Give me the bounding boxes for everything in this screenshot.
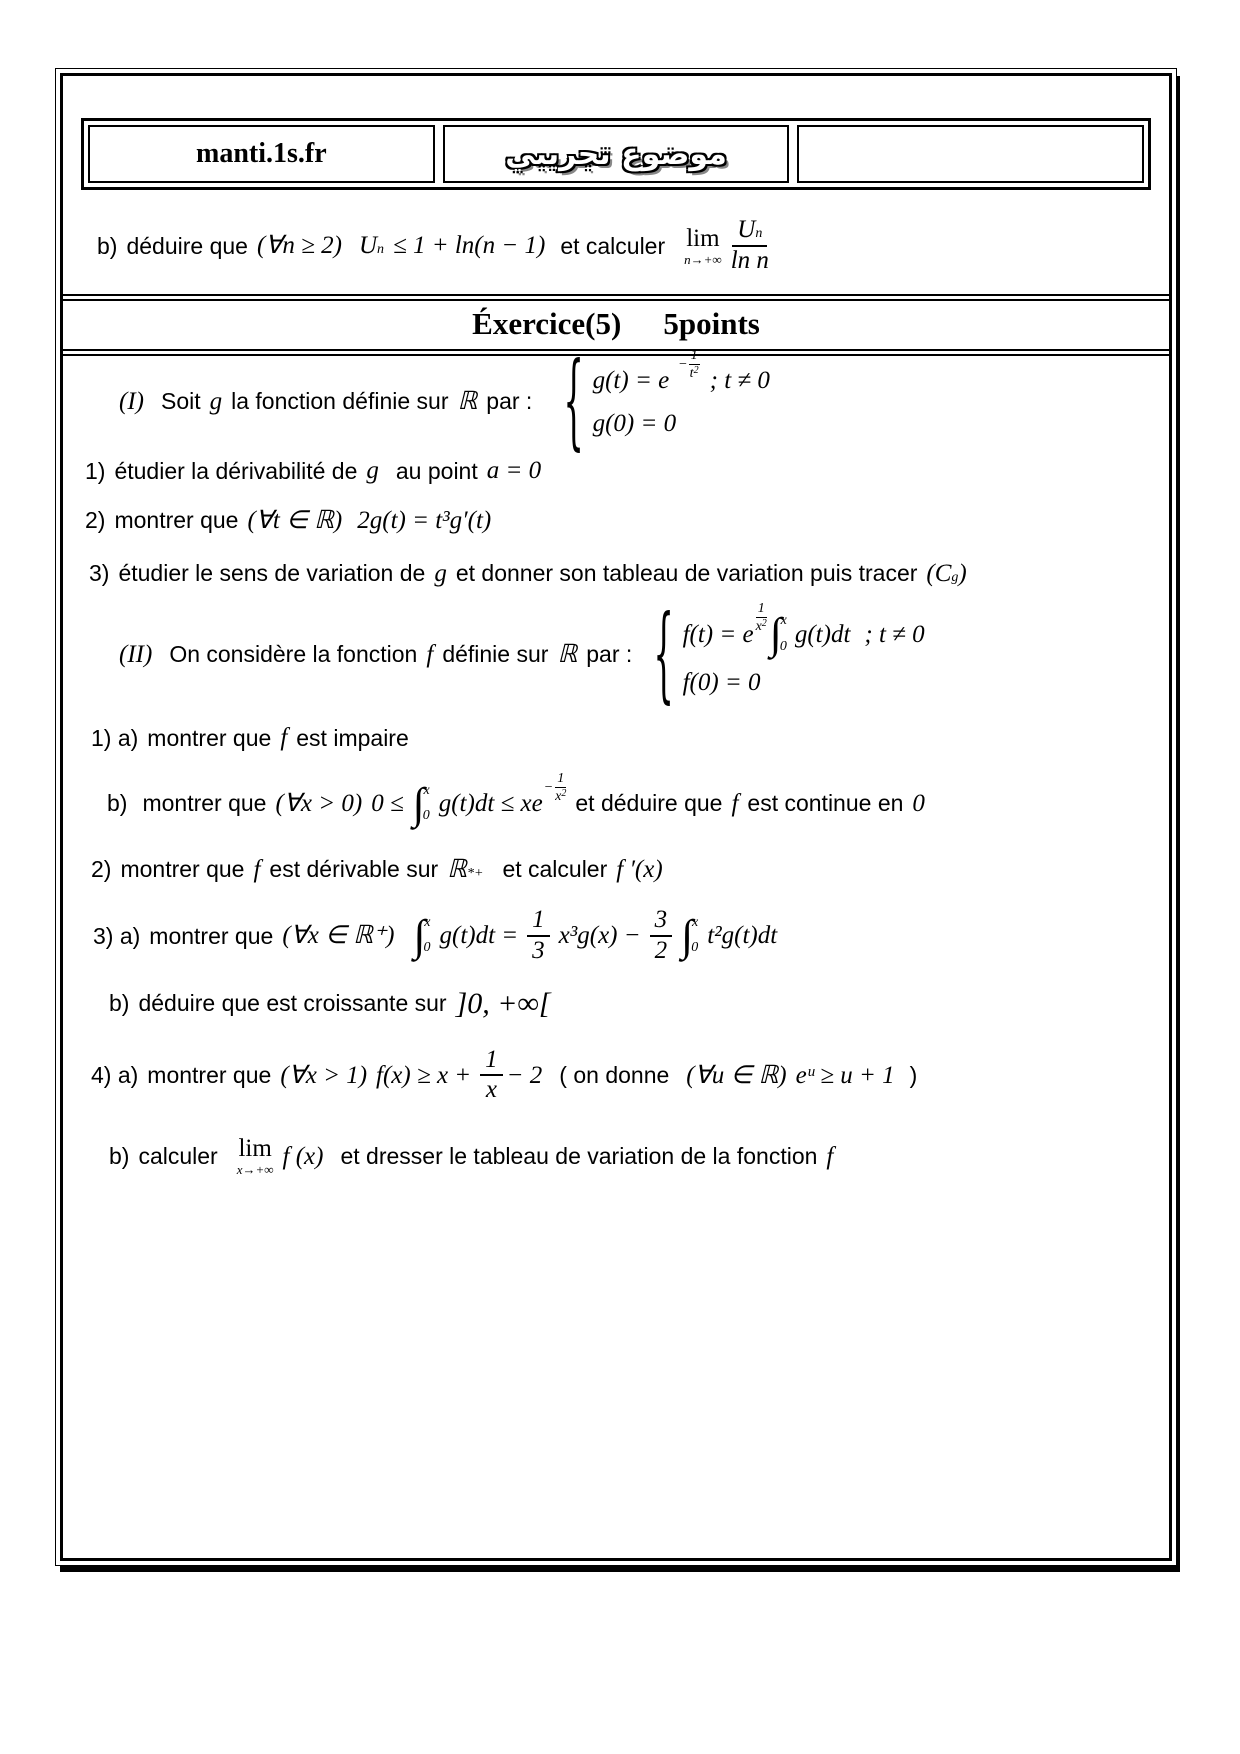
text-run: déduire que bbox=[126, 232, 248, 259]
limit: lim x→+∞ bbox=[236, 1135, 274, 1178]
item-label: b) bbox=[107, 790, 128, 817]
exponent-fraction: − $\frac{1}{x^2}$ bbox=[543, 770, 567, 804]
integral: ∫ x 0 bbox=[412, 778, 430, 828]
case-row: g(0) = 0 bbox=[592, 410, 677, 438]
text-run: et calculer bbox=[560, 232, 666, 259]
header-cell-empty bbox=[797, 125, 1144, 183]
header-cell-site bbox=[88, 125, 435, 183]
horizontal-rule bbox=[63, 294, 1169, 301]
math-fraction: $\frac{3}{2}$ bbox=[650, 906, 673, 966]
case-row: f(0) = 0 bbox=[682, 669, 761, 697]
header-table bbox=[81, 118, 1151, 190]
item-label: b) bbox=[109, 990, 130, 1017]
integral: ∫ x 0 bbox=[681, 911, 699, 961]
cases-brace: { bbox=[563, 339, 585, 461]
item-label: b) bbox=[97, 232, 118, 259]
quantifier: (∀n ≥ 2) bbox=[256, 232, 342, 260]
question-line: 3) étudier le sens de variation de g et donner son tableau de variation puis tracer (C g ) bbox=[89, 558, 1155, 589]
cases-system bbox=[649, 592, 932, 714]
sequence-term: U n bbox=[358, 232, 384, 260]
real-set-symbol: ℝ *+ bbox=[447, 855, 484, 883]
intro-line bbox=[97, 210, 1155, 282]
question-line: b) déduire que est croissante sur ]0, +∞[ bbox=[109, 985, 1155, 1023]
quantifier: (∀x > 0) bbox=[275, 790, 363, 818]
question-line: 1) étudier la dérivabilité de g au point a = 0 bbox=[85, 457, 542, 485]
part1-intro: (I) Soit g la fonction définie sur ℝ par : { g(t) = e − $\frac{1}{t^2}$ ; t ≠ 0 g(0) = 0 bbox=[119, 364, 1155, 439]
site-label: manti.1s.fr bbox=[196, 138, 327, 169]
limit: lim n→+∞ bbox=[684, 225, 722, 267]
limit-expression bbox=[684, 216, 772, 276]
arabic-title: موضوع تجريبي bbox=[505, 136, 727, 172]
item-label: 3) bbox=[89, 560, 110, 587]
question-line: 1) a) montrer que f est impaire bbox=[91, 724, 409, 752]
page-frame bbox=[55, 68, 1177, 1566]
question-line: 2) montrer que (∀t ∈ ℝ) 2g(t) = t³g′(t) bbox=[85, 505, 1155, 536]
question-line: 3) a) montrer que (∀x ∈ ℝ⁺) ∫ x 0 g(t)dt = $\frac{1}{3}$ x³g(x) − $\frac{3}{2}$ ∫ x 0 t²g(t)dt bbox=[93, 906, 778, 964]
quantifier: (∀t ∈ ℝ) bbox=[247, 506, 343, 534]
horizontal-rule bbox=[63, 349, 1169, 356]
quantifier: (∀x > 1) bbox=[280, 1061, 368, 1089]
math-fraction: $\frac{1}{3}$ bbox=[527, 906, 550, 966]
item-label: 1) bbox=[85, 457, 106, 484]
exercise-points: 5points bbox=[663, 306, 760, 341]
question-line: b) calculer lim x→+∞ f (x) et dresser le tableau de variation de la fonction f bbox=[109, 1135, 834, 1178]
exercise-title: Éxercice(5) bbox=[472, 306, 622, 341]
case-row: f(t) = e 1 $x^2$ ∫ x 0 g(t)dt ; t ≠ 0 bbox=[682, 601, 925, 659]
interval: ]0, +∞[ bbox=[455, 986, 551, 1020]
quantifier: (∀x ∈ ℝ⁺) bbox=[282, 922, 395, 950]
case-row: g(t) = e − $\frac{1}{t^2}$ ; t ≠ 0 bbox=[592, 348, 770, 395]
item-label: 2) bbox=[91, 855, 112, 882]
integral: ∫ x 0 bbox=[413, 911, 431, 961]
exponent-fraction: 1 $x^2$ bbox=[755, 601, 767, 635]
header-cell-arabic bbox=[443, 125, 790, 183]
question-line: 2) montrer que f est dérivable sur ℝ *+ et calculer f ′(x) bbox=[91, 854, 1155, 885]
item-label: 2) bbox=[85, 506, 106, 533]
cases-brace: { bbox=[653, 592, 675, 714]
page-frame-inner bbox=[60, 73, 1172, 1561]
item-label: 4) a) bbox=[91, 1062, 139, 1089]
item-label: 3) a) bbox=[93, 922, 141, 949]
quantifier: (∀u ∈ ℝ) bbox=[686, 1061, 787, 1089]
curve-symbol: (C g ) bbox=[926, 559, 967, 587]
exercise-band bbox=[77, 301, 1155, 349]
question-line: b) montrer que (∀x > 0) 0 ≤ ∫ x 0 g(t)dt ≤ xe − $\frac{1}{x^2}$ et déduire que f est continue en 0 bbox=[107, 770, 925, 828]
math-fraction: U n ln n bbox=[730, 216, 769, 274]
integral: ∫ x 0 bbox=[769, 609, 787, 659]
math-fraction: $\frac{1}{x}$ bbox=[480, 1046, 503, 1106]
part-tag: (I) bbox=[119, 388, 144, 416]
part2-intro: (II) On considère la fonction f définie sur ℝ par : { f(t) = e 1 $x^2$ ∫ x 0 g(t)dt ; t ≠ 0 f(0) = 0 bbox=[119, 611, 1155, 698]
part-tag: (II) bbox=[119, 641, 153, 669]
question-line: 4) a) montrer que (∀x > 1) f(x) ≥ x + $\frac{1}{x}$ − 2 ( on donne (∀u ∈ ℝ) eᵘ ≥ u + 1 ) bbox=[91, 1045, 918, 1104]
item-label: 1) a) bbox=[91, 724, 139, 751]
exponent-fraction: − $\frac{1}{t^2}$ bbox=[678, 348, 699, 382]
item-label: b) bbox=[109, 1143, 130, 1170]
cases-system bbox=[559, 339, 778, 461]
inequality: ≤ 1 + ln(n − 1) bbox=[393, 232, 546, 260]
